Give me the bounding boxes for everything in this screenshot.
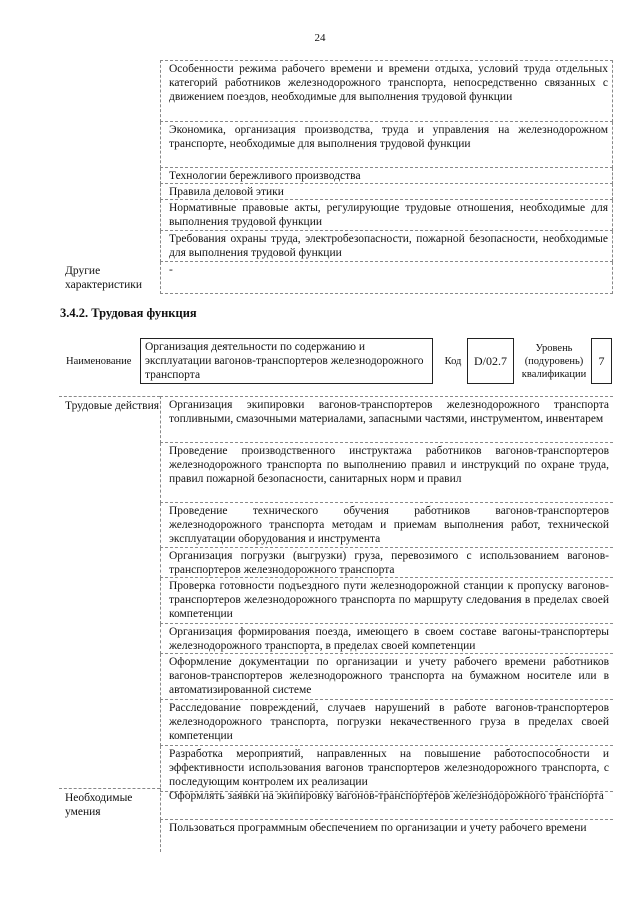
knowledge-item: Нормативные правовые акты, регулирующие трудовые отношения, необходимые для выполнения трудовой функции — [160, 200, 613, 231]
table-row — [59, 262, 613, 294]
action-item: Организация экипировки вагонов-транспортеров железнодорожного транспорта топливными, смазочными материалами, запасными частями, инструментом, инвентарем — [160, 396, 613, 443]
action-item: Разработка мероприятий, направленных на повышение работоспособности и эффективности использования вагонов транспортеров железнодорожного транспорта, с последующим контролем их реализации — [160, 746, 613, 792]
qualification-level: 7 — [591, 338, 612, 384]
table-row — [59, 200, 613, 231]
function-code: D/02.7 — [467, 338, 514, 384]
knowledge-item: Требования охраны труда, электробезопасности, пожарной безопасности, необходимые для выполнения трудовой функции — [160, 231, 613, 262]
table-row — [59, 654, 613, 700]
knowledge-item: Технологии бережливого производства — [160, 168, 613, 184]
table-row — [59, 700, 613, 746]
table-row — [59, 548, 613, 578]
table-row — [59, 184, 613, 200]
function-name: Организация деятельности по содержанию и эксплуатации вагонов-транспортеров железнодорожного транспорта — [140, 338, 433, 384]
table-row — [59, 60, 613, 122]
action-item: Проведение производственного инструктажа работников вагонов-транспортеров железнодорожного транспорта по выполнению правил и инструкций по охране труда, правил пожарной безопасности, санитарных норм и правил — [160, 443, 613, 503]
table-row — [59, 396, 613, 443]
action-item: Организация формирования поезда, имеющего в своем составе вагоны-транспортеры железнодорожного транспорта, в пределах своей компетенции — [160, 624, 613, 654]
actions-label: Трудовые действия — [59, 396, 160, 443]
skill-item: Пользоваться программным обеспечением по организации и учету рабочего времени — [160, 820, 613, 852]
level-label: Уровень (подуровень) квалификации — [521, 342, 587, 380]
knowledge-item: Правила деловой этики — [160, 184, 613, 200]
table-row — [59, 624, 613, 654]
table-row — [59, 503, 613, 548]
table-row — [59, 788, 613, 820]
table-row — [59, 746, 613, 792]
name-label: Наименование — [66, 355, 132, 367]
table-row — [59, 820, 613, 852]
skills-label: Необходимые умения — [59, 788, 160, 820]
table-row — [59, 443, 613, 503]
action-item: Оформление документации по организации и учету рабочего времени работников вагонов-транспортеров железнодорожного транспорта на бумажном носителе или в автоматизированной системе — [160, 654, 613, 700]
section-title: 3.4.2. Трудовая функция — [60, 306, 197, 320]
skills-table — [59, 788, 613, 852]
knowledge-item: Экономика, организация производства, труда и управления на железнодорожном транспорте, необходимые для выполнения трудовой функции — [160, 122, 613, 168]
table-row — [59, 122, 613, 168]
action-item: Проверка готовности подъездного пути железнодорожной станции к пропуску вагонов-транспортеров железнодорожного транспорта по маршруту следования в пределах своей компетенции — [160, 578, 613, 624]
other-characteristics-label: Другие характеристики — [65, 265, 143, 291]
code-label: Код — [444, 355, 462, 367]
actions-table — [59, 396, 613, 792]
knowledge-item: Особенности режима рабочего времени и времени отдыха, условий труда отдельных категорий работников железнодорожного транспорта, непосредственно связанных с движением поездов, необходимые для выполнения трудовой функции — [160, 60, 613, 122]
knowledge-table — [59, 60, 613, 294]
table-row — [59, 578, 613, 624]
action-item: Проведение технического обучения работников вагонов-транспортеров железнодорожного транспорта методам и приемам выполнения работ, технической эксплуатации оборудования и инструмента — [160, 503, 613, 548]
action-item: Организация погрузки (выгрузки) груза, перевозимого с использованием вагонов-транспортеров железнодорожного транспорта — [160, 548, 613, 578]
table-row — [59, 231, 613, 262]
action-item: Расследование повреждений, случаев нарушений в работе вагонов-транспортеров железнодорожного транспорта, погрузки некачественного груза в пределах своей компетенции — [160, 700, 613, 746]
page-number: 24 — [314, 32, 326, 44]
table-row — [59, 168, 613, 184]
other-characteristics-value: - — [160, 262, 613, 294]
skill-item: Оформлять заявки на экипировку вагонов-транспортеров железнодорожного транспорта — [160, 788, 613, 820]
